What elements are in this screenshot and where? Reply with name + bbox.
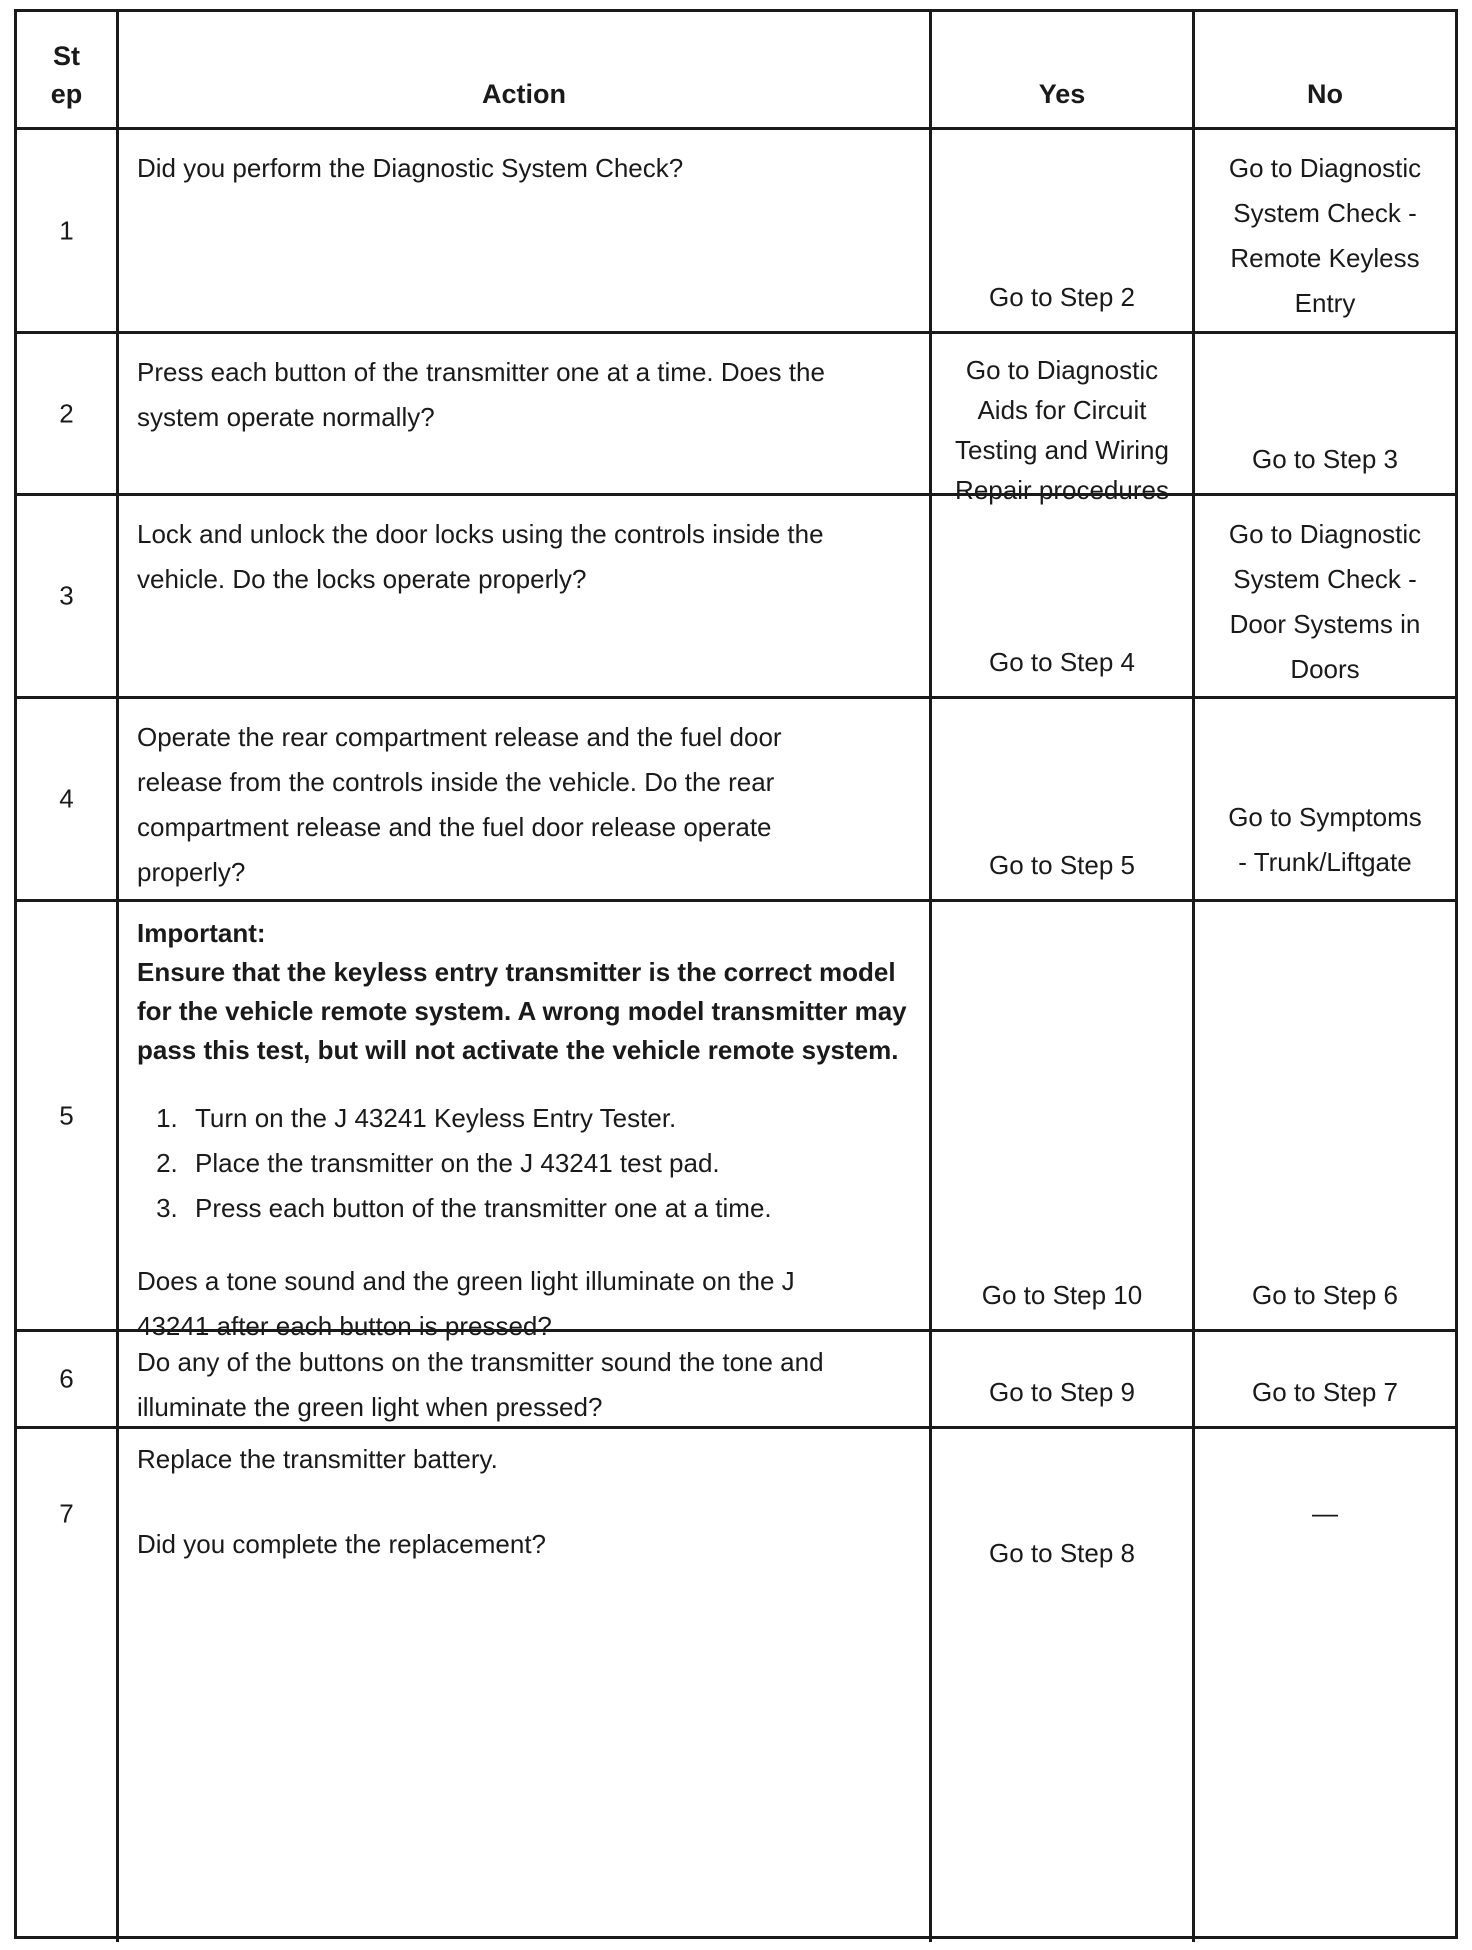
step-number: 7 xyxy=(59,1498,74,1529)
header-action: Action xyxy=(482,79,566,109)
yes-result: Go to Step 2 xyxy=(989,282,1135,312)
important-text: Ensure that the keyless entry transmitter is the correct model for the vehicle remote system. A wrong model transmitter may pass this test, but will not activate the vehicle remote system. xyxy=(137,957,907,1065)
action-text: Press each button of the transmitter one at a time. Does the system operate normally? xyxy=(137,357,825,432)
no-result: Go to Diagnostic System Check - Remote Keyless Entry xyxy=(1228,153,1422,318)
step-number: 1 xyxy=(59,215,74,245)
yes-result: Go to Step 8 xyxy=(989,1538,1135,1568)
procedure-steps xyxy=(137,1096,911,1231)
list-item: 1. Turn on the J 43241 Keyless Entry Tester. xyxy=(185,1096,911,1141)
no-result: Go to Symptoms - Trunk/Liftgate xyxy=(1228,802,1422,877)
action-content xyxy=(137,1437,911,1567)
table-row xyxy=(17,902,1455,1341)
table-row xyxy=(17,130,1455,334)
no-result: Go to Step 6 xyxy=(1252,1280,1398,1310)
table-row xyxy=(17,1429,1455,1942)
diagnostic-table xyxy=(14,9,1458,1939)
action-content xyxy=(137,914,911,1349)
table-header-row xyxy=(17,12,1455,130)
table-row xyxy=(17,1332,1455,1429)
no-result: Go to Step 7 xyxy=(1252,1377,1398,1407)
list-item: 2. Place the transmitter on the J 43241 test pad. xyxy=(185,1141,911,1186)
table-row xyxy=(17,699,1455,902)
step-number: 4 xyxy=(59,783,74,814)
yes-result: Go to Step 10 xyxy=(981,1280,1143,1310)
yes-result: Go to Step 5 xyxy=(989,850,1135,880)
yes-result: Go to Step 4 xyxy=(989,647,1135,677)
step-number: 5 xyxy=(59,1100,74,1130)
action-text: Replace the transmitter battery. xyxy=(137,1444,498,1474)
no-result: Go to Step 3 xyxy=(1252,444,1398,474)
step-number: 6 xyxy=(59,1363,74,1394)
no-result: Go to Diagnostic System Check - Door Systems in Doors xyxy=(1228,519,1422,684)
table-row xyxy=(17,334,1455,505)
important-label: Important: xyxy=(137,918,266,948)
step-number: 2 xyxy=(59,398,74,428)
action-text: Did you perform the Diagnostic System Check? xyxy=(137,153,684,183)
action-text: Do any of the buttons on the transmitter sound the tone and illuminate the green light when pressed? xyxy=(137,1347,824,1422)
action-question: Does a tone sound and the green light illuminate on the J 43241 after each button is pressed? xyxy=(137,1266,795,1341)
list-item: 3. Press each button of the transmitter one at a time. xyxy=(185,1186,911,1231)
header-no: No xyxy=(1307,79,1343,109)
table-row xyxy=(17,496,1455,699)
action-text: Did you complete the replacement? xyxy=(137,1529,547,1559)
header-yes: Yes xyxy=(1038,79,1086,109)
header-step: St ep xyxy=(50,41,83,109)
action-text: Lock and unlock the door locks using the controls inside the vehicle. Do the locks operate properly? xyxy=(137,519,824,594)
yes-result: Go to Step 9 xyxy=(989,1377,1135,1407)
yes-result: Go to Diagnostic Aids for Circuit Testing and Wiring Repair procedures xyxy=(955,355,1169,505)
step-number: 3 xyxy=(59,580,74,611)
no-result: — xyxy=(1312,1498,1338,1528)
action-text: Operate the rear compartment release and the fuel door release from the controls inside the vehicle. Do the rear compartment release and the fuel door release operate properly? xyxy=(137,722,782,887)
